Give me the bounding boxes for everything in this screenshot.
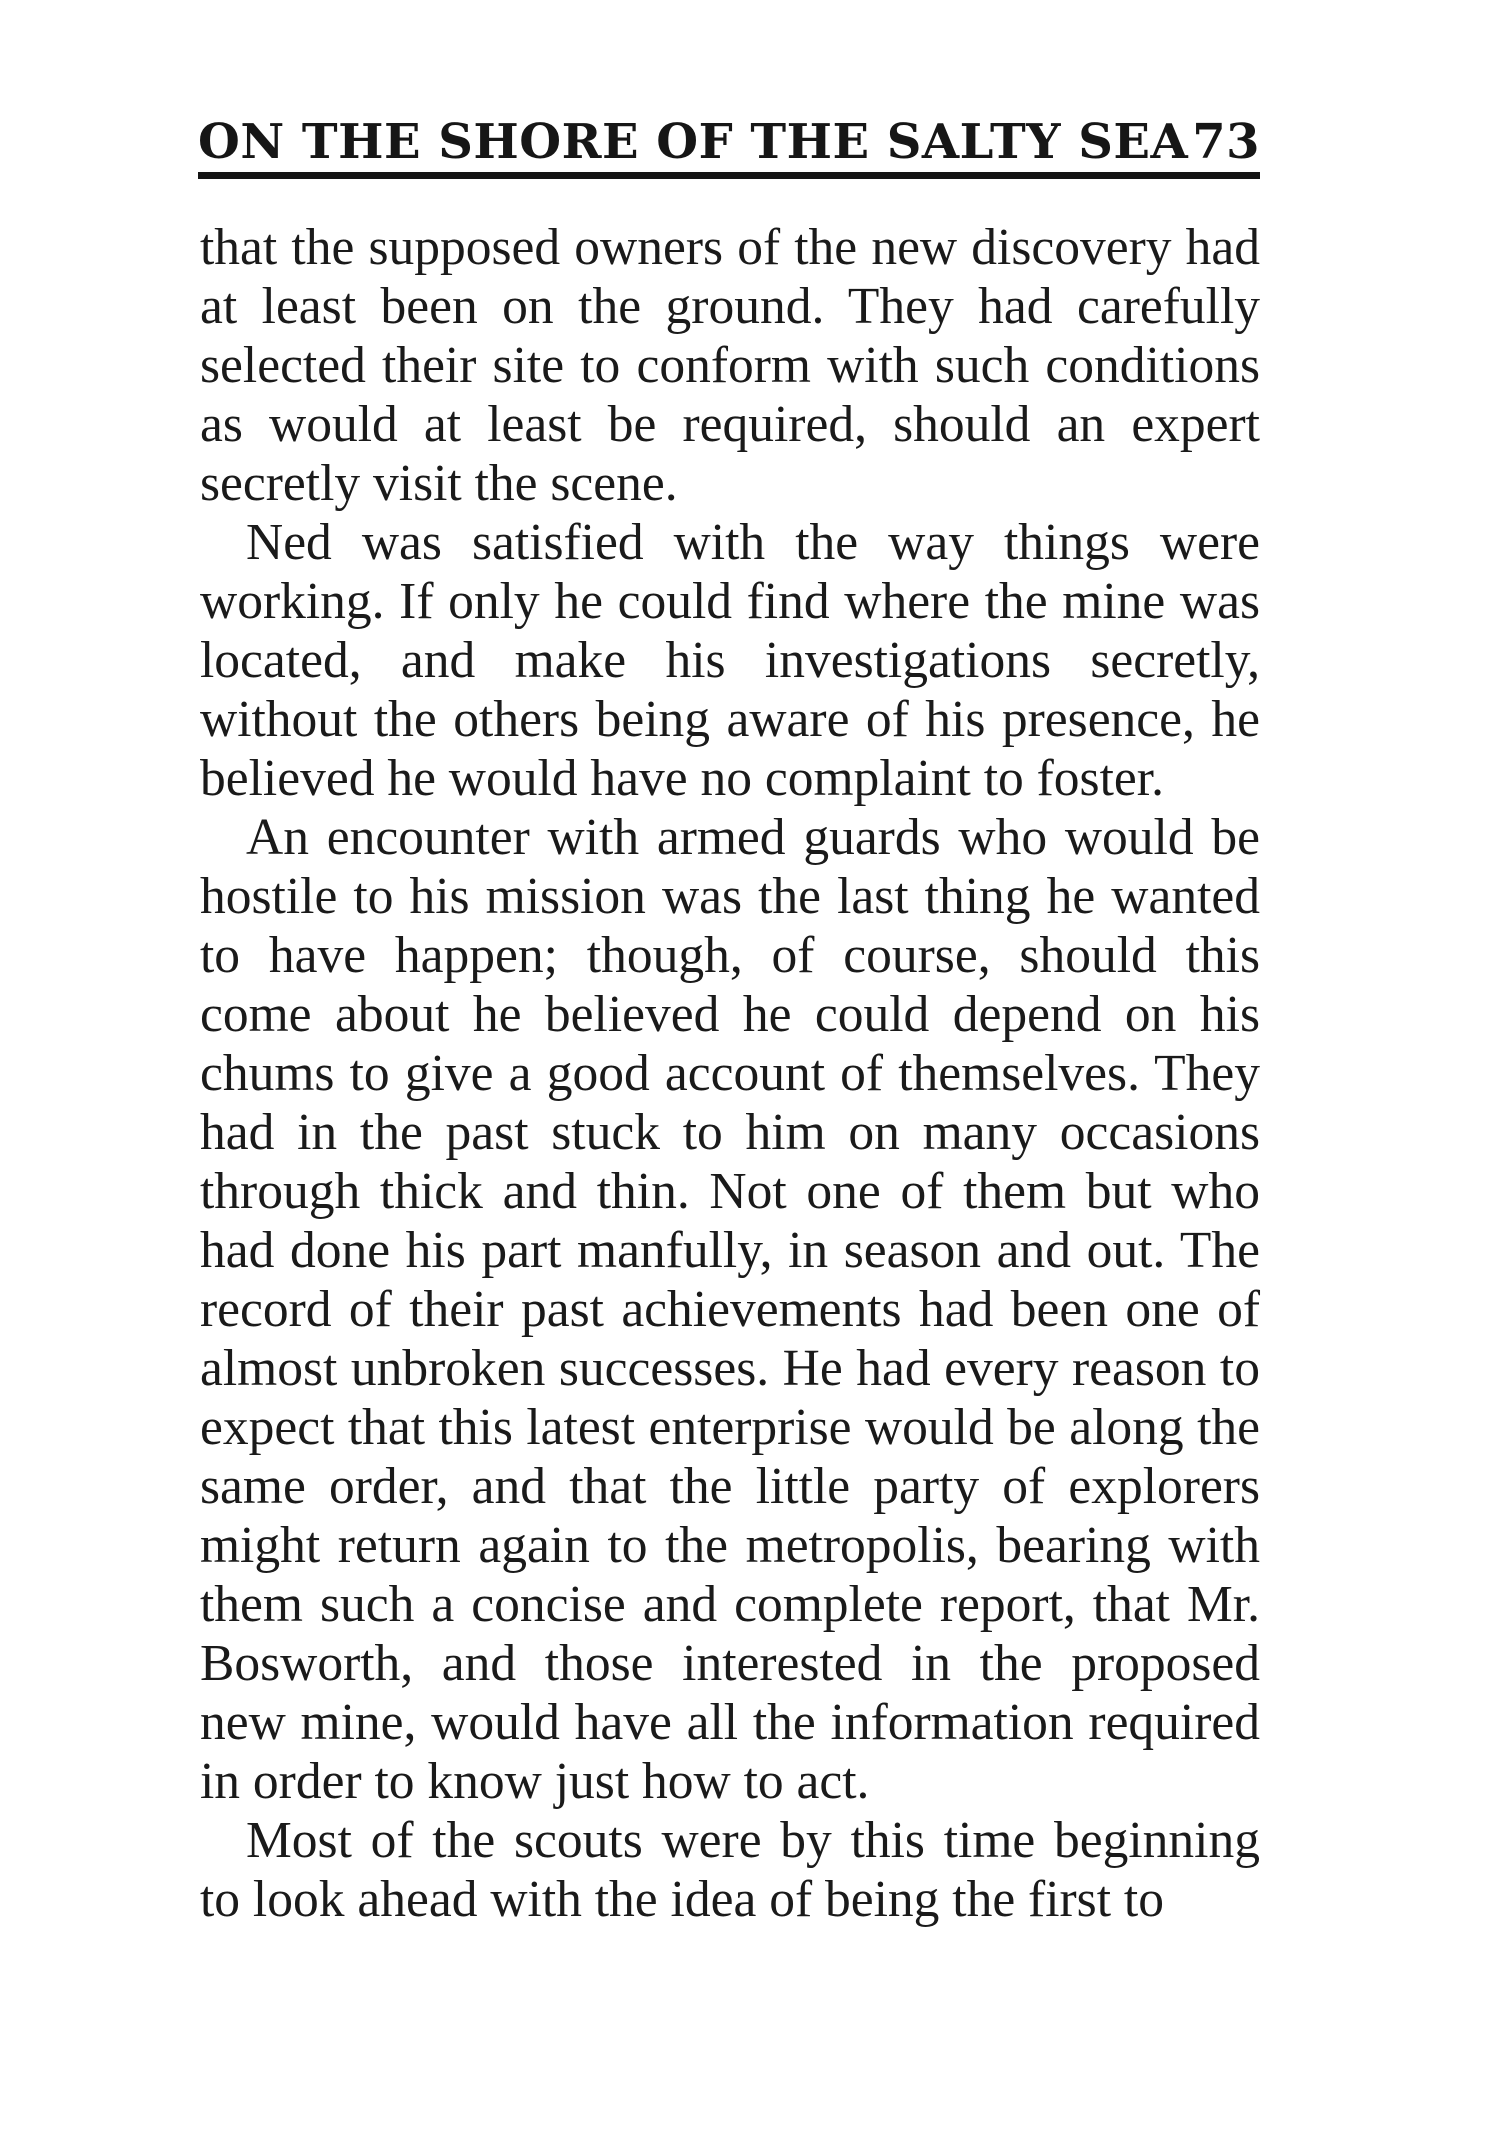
running-head xyxy=(198,110,1260,170)
running-title: ON THE SHORE OF THE SALTY SEA xyxy=(198,114,1189,170)
paragraph: Ned was satisfied with the way things were working. If only he could find where the mine was located, and make his investigations secretly, without the others being aware of his presence, he believed he would have no complaint to foster. xyxy=(200,514,1260,807)
body-text xyxy=(200,218,1260,1929)
header-rule xyxy=(198,172,1260,179)
paragraph: An encounter with armed guards who would be hostile to his mission was the last thing he wanted to have happen; though, of course, should this come about he believed he could depend on his chums to give a good account of themselves. They had in the past stuck to him on many occasions through thick and thin. Not one of them but who had done his part manfully, in season and out. The record of their past achievements had been one of almost unbroken successes. He had every reason to expect that this latest enterprise would be along the same order, and that the little party of explorers might return again to the metropolis, bearing with them such a concise and complete report, that Mr. Bosworth, and those interested in the proposed new mine, would have all the information required in order to know just how to act. xyxy=(200,809,1260,1810)
paragraph: Most of the scouts were by this time beginning to look ahead with the idea of being the first to xyxy=(200,1812,1260,1928)
page-number: 73 xyxy=(1192,114,1260,170)
paragraph-continued: that the supposed owners of the new discovery had at least been on the ground. They had carefully selected their site to conform with such conditions as would at least be required, should an expert secretly visit the scene. xyxy=(200,219,1260,512)
